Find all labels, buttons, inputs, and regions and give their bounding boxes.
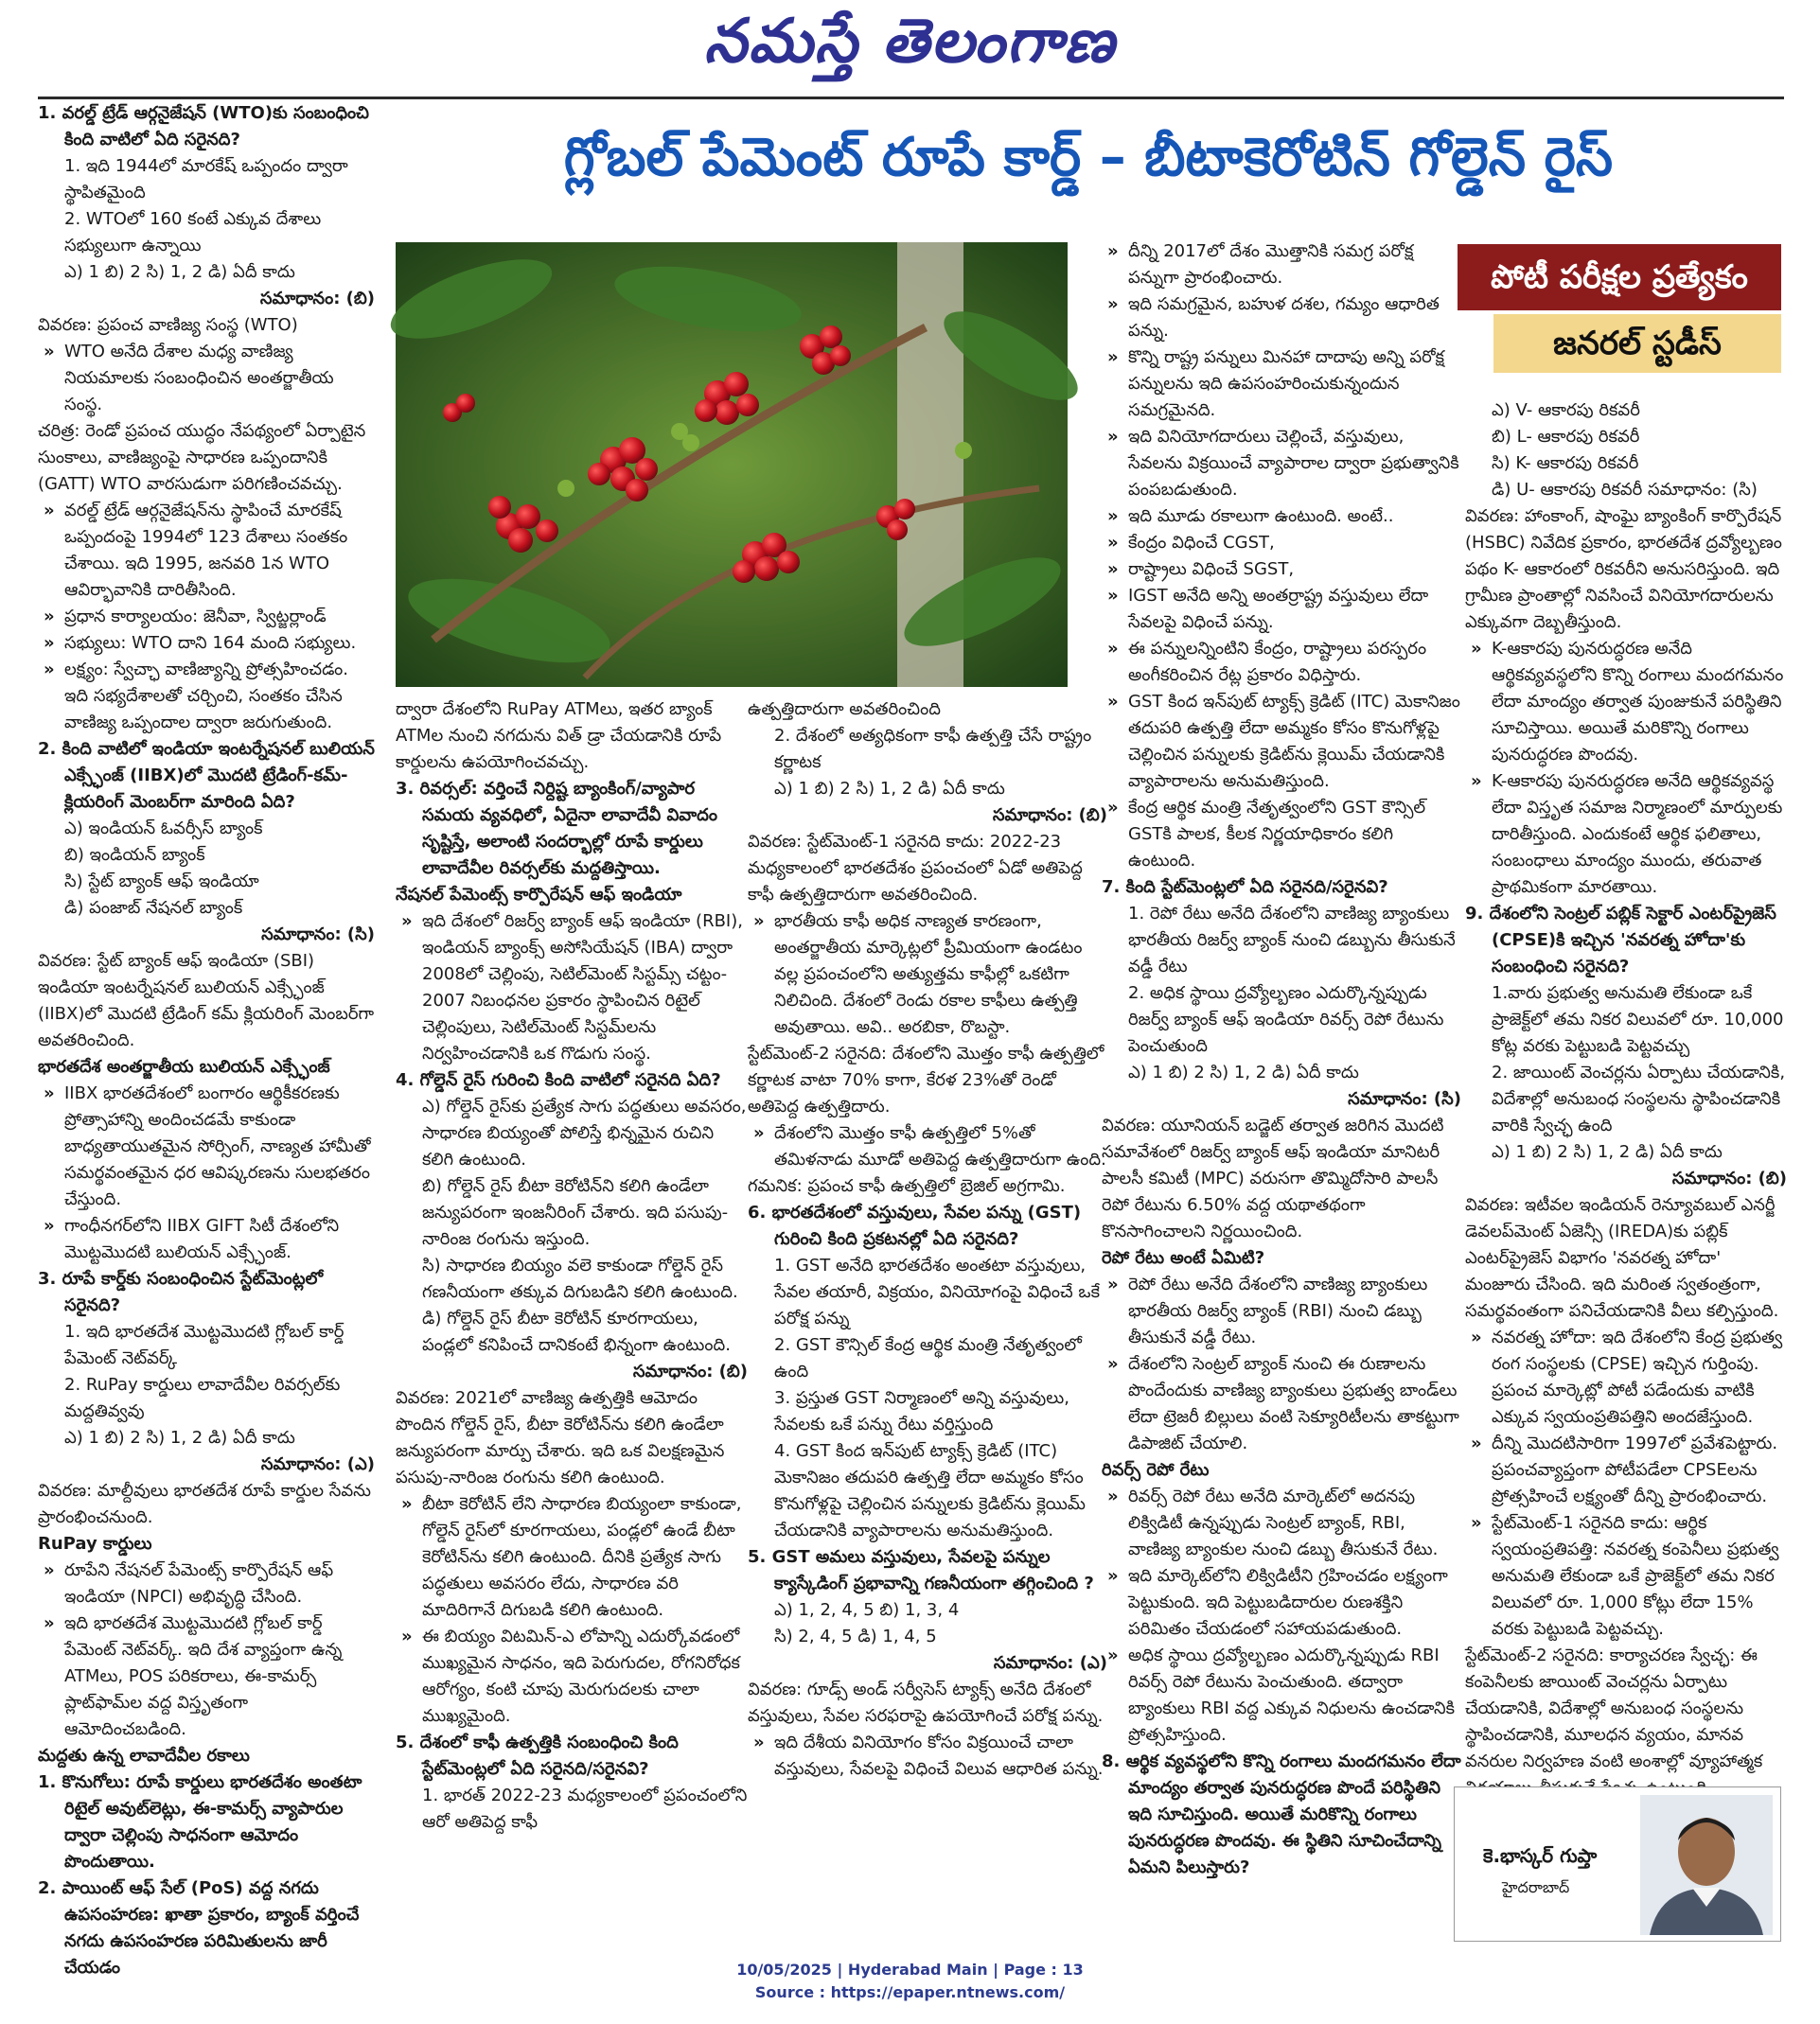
question-text: 8. ఆర్థిక వ్యవస్థలోని కొన్ని రంగాలు మందగమనం లేదా మాంద్యం తర్వాత పునరుద్ధరణ పొందే పరిస్థితిని ఇది సూచిస్తుంది. అయితే మరికొన్ని రంగాలు పునరుద్ధరణ పొందవు. ఈ స్థితిని సూచించేదాన్ని ఏమని పిలుస్తారు? xyxy=(1102,1751,1461,1877)
option-text: 2. దేశంలో అత్యధికంగా కాఫీ ఉత్పత్తి చేసే రాష్ట్రం కర్ణాటక xyxy=(774,726,1092,772)
coffee-berries-photo xyxy=(396,242,1068,687)
option-text: 1. ఇది 1944లో మారకేష్ ఒప్పందం ద్వారా స్థాపితమైంది xyxy=(64,156,348,202)
bullet-text: » ఇది వినియోగదారులు చెల్లించే, వస్తువులు, సేవలను విక్రయించే వ్యాపారాల ద్వారా ప్రభుత్వానికి పంపబడుతుంది. xyxy=(1102,424,1461,503)
headline xyxy=(388,127,1789,218)
paragraph-text: ద్వారా దేశంలోని RuPay ATMలు, ఇతర బ్యాంక్ ATMల నుంచి నగదును విత్ డ్రా చేయడానికి రూపే కార్డులను ఉపయోగించవచ్చు. xyxy=(396,699,722,772)
bullet-text: » ఇది భారతదేశ మొట్టమొదటి గ్లోబల్ కార్డ్ పేమెంట్ నెట్‌వర్క్. ఇది దేశ వ్యాప్తంగా ఉన్న ATMలు, POS పరికరాలు, ఈ-కామర్స్ ప్లాట్‌ఫామ్‌ల వద్ద విస్తృతంగా ఆమోదించబడింది. xyxy=(38,1610,375,1743)
bullet-text: » ఈ పన్నులన్నింటిని కేంద్రం, రాష్ట్రాలు పరస్పరం అంగీకరించిన రేట్ల ప్రకారం విధిస్తారు. xyxy=(1102,636,1461,689)
section-banner xyxy=(1458,244,1781,310)
question-text: 9. దేశంలోని సెంట్రల్ పబ్లిక్ సెక్టార్ ఎంటర్‌ప్రైజెస్ (CPSE)కి ఇచ్చిన 'నవరత్న హోదా'కు సంబంధించి సరైనది? xyxy=(1465,904,1776,977)
option-text: 1. ఇది భారతదేశ మొట్టమొదటి గ్లోబల్ కార్డ్ పేమెంట్ నెట్‌వర్క్ xyxy=(64,1322,345,1368)
bullet-text: » ప్రధాన కార్యాలయం: జెనీవా, స్విట్జర్లాండ్ xyxy=(38,604,375,630)
bullet-text: » ఇది సమగ్రమైన, బహుళ దశల, గమ్యం ఆధారిత పన్ను. xyxy=(1102,291,1461,344)
bullet-text: » IIBX భారతదేశంలో బంగారం ఆర్థికీకరణకు ప్రోత్సాహాన్ని అందించడమే కాకుండా బాధ్యతాయుతమైన సోర్సింగ్, నాణ్యత హామీతో సమర్థవంతమైన ధర ఆవిష్కరణను సులభతరం చేస్తుంది. xyxy=(38,1081,375,1213)
bullet-text: » భారతీయ కాఫీ అధిక నాణ్యత కారణంగా, అంతర్జాతీయ మార్కెట్లలో ప్రీమియంగా ఉండటం వల్ల ప్రపంచంలోని అత్యుత్తమ కాఫీల్లో ఒకటిగా నిలిచింది. దేశంలో రెండు రకాల కాఫీలు ఉత్పత్తి అవుతాయి. అవి.. అరబికా, రొబస్టా. xyxy=(748,908,1107,1041)
bullet-text: » కొన్ని రాష్ట్ర పన్నులు మినహా దాదాపు అన్ని పరోక్ష పన్నులను ఇది ఉపసంహరించుకున్నందున సమగ్రమైనది. xyxy=(1102,344,1461,424)
paragraph-text: ఉత్పత్తిదారుగా అవతరించింది xyxy=(748,699,941,719)
paragraph-text: వివరణ: యూనియన్ బడ్జెట్ తర్వాత జరిగిన మొదటి సమావేశంలో రిజర్వ్ బ్యాంక్ ఆఫ్ ఇండియా మానిటరీ పాలసీ కమిటీ (MPC) వరుసగా తొమ్మిదోసారి పాలసీ రెపో రేటును 6.50% వద్ద యథాతథంగా కొనసాగించాలని నిర్ణయించింది. xyxy=(1102,1116,1444,1241)
section-subbanner-title: జనరల్ స్టడీస్ xyxy=(1553,325,1722,362)
option-text: 2. RuPay కార్డులు లావాదేవీల రివర్సల్‌కు మద్దతివ్వవు xyxy=(64,1375,341,1421)
option-text: డి) గోల్డెన్ రైస్ బీటా కెరోటిన్ కూరగాయలు, పండ్లలో కనిపించే దానికంటే భిన్నంగా ఉంటుంది. xyxy=(422,1309,731,1355)
option-text: ఎ) 1, 2, 4, 5 బి) 1, 3, 4 xyxy=(774,1600,960,1620)
question-text: 2. పాయింట్ ఆఫ్ సేల్ (PoS) వద్ద నగదు ఉపసంహరణ: ఖాతా ప్రకారం, బ్యాంక్ వర్తించే నగదు ఉపసంహరణ పరిమితులను జారీ చేయడం xyxy=(38,1878,360,1978)
question-text: 4. గోల్డెన్ రైస్ గురించి కింది వాటిలో సరైనది ఏది? xyxy=(396,1070,721,1090)
bullet-text: » రూపేని నేషనల్ పేమెంట్స్ కార్పొరేషన్ ఆఫ్ ఇండియా (NPCI) అభివృద్ధి చేసింది. xyxy=(38,1558,375,1610)
option-text: 3. ప్రస్తుత GST నిర్మాణంలో అన్ని వస్తువులు, సేవలకు ఒకే పన్ను రేటు వర్తిస్తుంది xyxy=(774,1388,1069,1434)
bullet-text: » ఇది మార్కెట్‌లోని లిక్విడిటీని గ్రహించడం లక్ష్యంగా పెట్టుకుంది. ఇది పెట్టుబడిదారుల రుణశక్తిని పరిమితం చేయడంలో సహాయపడుతుంది. xyxy=(1102,1563,1461,1643)
author-box xyxy=(1454,1786,1781,1942)
bullet-text: » సభ్యులు: WTO దాని 164 మంది సభ్యులు. xyxy=(38,630,375,657)
bullet-text: » లక్ష్యం: స్వేచ్ఛా వాణిజ్యాన్ని ప్రోత్సహించడం. ఇది సభ్యదేశాలతో చర్చించి, సంతకం చేసిన వాణిజ్య ఒప్పందాల ద్వారా జరుగుతుంది. xyxy=(38,657,375,736)
option-text: 2. GST కౌన్సిల్ కేంద్ర ఆర్థిక మంత్రి నేతృత్వంలో ఉంది xyxy=(774,1335,1082,1382)
answer-text: సమాధానం: (ఎ) xyxy=(260,1454,375,1474)
bullet-text: » గాంధీనగర్‌లోని IIBX GIFT సిటీ దేశంలోని మొట్టమొదటి బులియన్ ఎక్స్ఛేంజ్. xyxy=(38,1213,375,1266)
bullet-text: » GST కింద ఇన్‌పుట్ ట్యాక్స్ క్రెడిట్ (ITC) మెకానిజం తదుపరి ఉత్పత్తి లేదా అమ్మకం కోసం కొనుగోళ్లపై చెల్లించిన పన్నులకు క్రెడిట్‌ను క్లెయిమ్ చేయడానికి వ్యాపారాలను అనుమతిస్తుంది. xyxy=(1102,689,1461,795)
option-text: సి) సాధారణ బియ్యం వలె కాకుండా గోల్డెన్ రైస్ గణనీయంగా తక్కువ దిగుబడిని కలిగి ఉంటుంది. xyxy=(422,1256,738,1302)
question-text: 1. వరల్డ్ ట్రేడ్ ఆర్గనైజేషన్ (WTO)కు సంబంధించి కింది వాటిలో ఏది సరైనది? xyxy=(38,103,369,150)
option-text: ఎ) గోల్డెన్ రైస్‌కు ప్రత్యేక సాగు పద్ధతులు అవసరం, సాధారణ బియ్యంతో పోలిస్తే భిన్నమైన రుచిని కలిగి ఉంటుంది. xyxy=(422,1097,747,1170)
answer-text: సమాధానం: (బి) xyxy=(632,1362,748,1382)
answer-text: సమాధానం: (బి) xyxy=(992,805,1107,825)
option-text: సి) 2, 4, 5 డి) 1, 4, 5 xyxy=(774,1627,937,1646)
coffee-berries-illustration xyxy=(396,242,1068,687)
footer-source[interactable]: Source : https://epaper.ntnews.com/ xyxy=(754,1983,1066,2001)
option-text: 2. అధిక స్థాయి ద్రవ్యోల్బణం ఎదుర్కొన్నప్పుడు రిజర్వ్ బ్యాంక్ ఆఫ్ ఇండియా రివర్స్ రెపో రేటును పెంచుతుంది xyxy=(1128,983,1444,1056)
answer-text: సమాధానం: (సి) xyxy=(1348,1089,1461,1109)
paragraph-text: వివరణ: హాంకాంగ్, షాంఘై బ్యాంకింగ్ కార్పొరేషన్ (HSBC) నివేదిక ప్రకారం, భారతదేశ ద్రవ్యోల్బణం పథం K- ఆకారంలో రికవరీని అనుసరిస్తుంది. ఇది గ్రామీణ ప్రాంతాల్లో నివసించే వినియోగదారులను ఎక్కువగా దెబ్బతీస్తుంది. xyxy=(1465,506,1782,632)
option-text: ఎ) 1 బి) 2 సి) 1, 2 డి) ఏదీ కాదు xyxy=(1492,1142,1723,1162)
column-1 xyxy=(38,100,375,1978)
header-rule xyxy=(38,97,1784,99)
subheading-text: RuPay కార్డులు xyxy=(38,1534,152,1554)
bullet-text: » రెపో రేటు అనేది దేశంలోని వాణిజ్య బ్యాంకులు భారతీయ రిజర్వ్ బ్యాంక్ (RBI) నుంచి డబ్బు తీసుకునే వడ్డీ రేటు. xyxy=(1102,1272,1461,1351)
answer-text: సమాధానం: (బి) xyxy=(259,289,375,308)
subheading-text: రెపో రేటు అంటే ఏమిటి? xyxy=(1102,1248,1265,1268)
bullet-text: » K-ఆకారపు పునరుద్ధరణ అనేది ఆర్థికవ్యవస్థ లేదా విస్తృత సమాజ నిర్మాణంలో మార్పులకు దారితీస్తుంది. ఎందుకంటే ఆర్థిక ఫలితాలు, సంబంధాలు మాంద్యం ముందు, తరువాత ప్రాథమికంగా మారతాయి. xyxy=(1465,768,1787,901)
option-text: ఎ) ఇండియన్ ఓవర్సీస్ బ్యాంక్ xyxy=(64,818,263,838)
option-text: 4. GST కింద ఇన్‌పుట్ ట్యాక్స్ క్రెడిట్ (ITC) మెకానిజం తదుపరి ఉత్పత్తి లేదా అమ్మకం కోసం కొనుగోళ్లపై చెల్లించిన పన్నులకు క్రెడిట్‌ను క్లెయిమ్ చేయడానికి వ్యాపారాలను అనుమతిస్తుంది. xyxy=(774,1441,1086,1540)
option-text: డి) పంజాబ్ నేషనల్ బ్యాంక్ xyxy=(64,898,243,918)
option-text: బి) ఇండియన్ బ్యాంక్ xyxy=(64,845,205,865)
option-text: ఎ) 1 బి) 2 సి) 1, 2 డి) ఏదీ కాదు xyxy=(64,262,295,282)
bullet-text: » కేంద్రం విధించే CGST, xyxy=(1102,530,1461,556)
paragraph-text: వివరణ: స్టేట్ బ్యాంక్ ఆఫ్ ఇండియా (SBI) ఇండియా ఇంటర్నేషనల్ బులియన్ ఎక్స్ఛేంజ్ (IIBX)లో మొదటి ట్రేడింగ్ కమ్ క్లియరింగ్ మెంబర్‌గా అవతరించింది. xyxy=(38,951,375,1050)
option-text: సి) K- ఆకారపు రికవరీ xyxy=(1492,453,1639,473)
option-text: ఎ) 1 బి) 2 సి) 1, 2 డి) ఏదీ కాదు xyxy=(1128,1063,1359,1082)
author-city: హైదరాబాద్ xyxy=(1502,1878,1570,1896)
question-text: 1. కొనుగోలు: రూపే కార్డులు భారతదేశం అంతటా రిటైల్ అవుట్‌లెట్లు, ఈ-కామర్స్ వ్యాపారుల ద్వారా చెల్లింపు సాధనంగా ఆమోదం పొందుతాయి. xyxy=(38,1772,362,1872)
option-text: 1. భారత్ 2022-23 మధ్యకాలంలో ప్రపంచంలోని ఆరో అతిపెద్ద కాఫీ xyxy=(422,1786,748,1832)
column-3 xyxy=(748,696,1107,1949)
option-text: డి) U- ఆకారపు రికవరీ సమాధానం: (సి) xyxy=(1492,480,1758,500)
option-text: బి) L- ఆకారపు రికవరీ xyxy=(1492,427,1640,447)
option-text: బి) గోల్డెన్ రైస్ బీటా కెరోటిన్‌ని కలిగి ఉండేలా జన్యుపరంగా ఇంజనీరింగ్ చేశారు. ఇది పసుపు-నారింజ రంగును ఇస్తుంది. xyxy=(422,1176,729,1249)
bullet-text: » దీన్ని 2017లో దేశం మొత్తానికి సమగ్ర పరోక్ష పన్నుగా ప్రారంభించారు. xyxy=(1102,238,1461,291)
option-text: ఎ) 1 బి) 2 సి) 1, 2 డి) ఏదీ కాదు xyxy=(64,1428,295,1448)
question-text: 2. కింది వాటిలో ఇండియా ఇంటర్నేషనల్ బులియన్ ఎక్స్ఛేంజ్ (IIBX)లో మొదటి ట్రేడింగ్-కమ్-క్లియరింగ్ మెంబర్‌గా మారింది ఏది? xyxy=(38,739,375,812)
author-photo xyxy=(1640,1795,1773,1935)
bullet-text: » ఇది దేశీయ వినియోగం కోసం విక్రయించే చాలా వస్తువులు, సేవలపై విధించే విలువ ఆధారిత పన్ను. xyxy=(748,1730,1107,1783)
option-text: 1. GST అనేది భారతదేశం అంతటా వస్తువులు, సేవల తయారీ, విక్రయం, వినియోగంపై విధించే ఒకే పరోక్ష పన్ను xyxy=(774,1256,1100,1329)
question-text: 7. కింది స్టేట్‌మెంట్లలో ఏది సరైనది/సరైనవి? xyxy=(1102,877,1388,897)
bullet-text: » రాష్ట్రాలు విధించే SGST, xyxy=(1102,556,1461,583)
answer-text: సమాధానం: (ఎ) xyxy=(993,1653,1107,1673)
paragraph-text: వివరణ: ఇటీవల ఇండియన్ రెన్యూవబుల్ ఎనర్జీ డెవలప్‌మెంట్ ఏజెన్సీ (IREDA)కు పబ్లిక్ ఎంటర్‌ప్రైజెస్ విభాగం 'నవరత్న హోదా' మంజూరు చేసింది. ఇది మరింత స్వతంత్రంగా, సమర్థవంతంగా పనిచేయడానికి వీలు కల్పిస్తుంది. xyxy=(1465,1195,1779,1321)
bullet-text: » WTO అనేది దేశాల మధ్య వాణిజ్య నియమాలకు సంబంధించిన అంతర్జాతీయ సంస్థ. xyxy=(38,339,375,418)
bullet-text: » రివర్స్ రెపో రేటు అనేది మార్కెట్‌లో అదనపు లిక్విడిటీ ఉన్నప్పుడు సెంట్రల్ బ్యాంక్, RBI, వాణిజ్య బ్యాంకుల నుంచి డబ్బు తీసుకునే రేటు. xyxy=(1102,1484,1461,1563)
section-banner-title: పోటీ పరీక్షల ప్రత్యేకం xyxy=(1491,258,1748,296)
question-text: 3. రూపే కార్డ్‌కు సంబంధించిన స్టేట్‌మెంట్లలో సరైనది? xyxy=(38,1269,324,1315)
paragraph-text: వివరణ: ప్రపంచ వాణిజ్య సంస్థ (WTO) xyxy=(38,315,298,335)
bullet-text: » దేశంలోని మొత్తం కాఫీ ఉత్పత్తిలో 5%తో తమిళనాడు మూడో అతిపెద్ద ఉత్పత్తిదారుగా ఉంది. xyxy=(748,1120,1107,1173)
bullet-text: » బీటా కెరోటిన్ లేని సాధారణ బియ్యంలా కాకుండా, గోల్డెన్ రైస్‌లో కూరగాయలు, పండ్లలో ఉండే బీటా కెరోటిన్‌ను కలిగి ఉంటుంది. దీనికి ప్రత్యేక సాగు పద్ధతులు అవసరం లేదు, సాధారణ వరి మాదిరిగానే దిగుబడి కలిగి ఉంటుంది. xyxy=(396,1491,748,1624)
option-text: ఎ) V- ఆకారపు రికవరీ xyxy=(1492,400,1640,420)
author-name: కె.భాస్కర్ గుప్తా xyxy=(1483,1844,1598,1867)
option-text: ఎ) 1 బి) 2 సి) 1, 2 డి) ఏదీ కాదు xyxy=(774,779,1005,799)
answer-text: సమాధానం: (బి) xyxy=(1671,1169,1787,1188)
question-text: 3. రివర్సల్: వర్తించే నిర్దిష్ట బ్యాంకింగ్/వ్యాపార సమయ వ్యవధిలో, ఏదైనా లావాదేవీ వివాదం సృష్టిస్తే, అలాంటి సందర్భాల్లో రూపే కార్డులు లావాదేవీల రివర్సల్‌కు మద్దతిస్తాయి. xyxy=(396,779,717,878)
paragraph-text: స్టేట్‌మెంట్-2 సరైనది: కార్యాచరణ స్వేచ్ఛ: ఈ కంపెనీలకు జాయింట్ వెంచర్లను ఏర్పాటు చేయడానికి, విదేశాల్లో అనుబంధ సంస్థలను స్థాపించడానికి, మూలధన వ్యయం, మానవ వనరుల నిర్వహణ వంటి అంశాల్లో వ్యూహాత్మక xyxy=(1465,1646,1763,1771)
option-text: 1.వారు ప్రభుత్వ అనుమతి లేకుండా ఒకే ప్రాజెక్ట్‌లో తమ నికర విలువలో రూ. 10,000 కోట్ల వరకు పెట్టుబడి పెట్టవచ్చు xyxy=(1492,983,1784,1056)
column-2 xyxy=(396,696,748,1949)
answer-text: సమాధానం: (సి) xyxy=(261,924,375,944)
paragraph-text: వివరణ: స్టేట్‌మెంట్-1 సరైనది కాదు: 2022-23 మధ్యకాలంలో భారతదేశం ప్రపంచంలో ఏడో అతిపెద్ద కాఫీ ఉత్పత్తిదారుగా అవతరించింది. xyxy=(748,832,1083,905)
column-4 xyxy=(1102,238,1461,1949)
subheading-text: నేషనల్ పేమెంట్స్ కార్పొరేషన్ ఆఫ్ ఇండియా xyxy=(396,885,682,905)
bullet-text: » అధిక స్థాయి ద్రవ్యోల్బణం ఎదుర్కొన్నప్పుడు RBI రివర్స్ రెపో రేటును పెంచుతుంది. తద్వారా బ్యాంకులు RBI వద్ద ఎక్కువ నిధులను ఉంచడానికి ప్రోత్సహిస్తుంది. xyxy=(1102,1643,1461,1749)
option-text: 1. రెపో రేటు అనేది దేశంలోని వాణిజ్య బ్యాంకులు భారతీయ రిజర్వ్ బ్యాంక్ నుంచి డబ్బును తీసుకునే వడ్డీ రేటు xyxy=(1128,904,1456,977)
page-footer xyxy=(0,1959,1820,2004)
bullet-text: » ఇది మూడు రకాలుగా ఉంటుంది. అంటే.. xyxy=(1102,503,1461,530)
bullet-text: » స్టేట్‌మెంట్-1 సరైనది కాదు: ఆర్థిక స్వయంప్రతిపత్తి: నవరత్న కంపెనీలు ప్రభుత్వ అనుమతి లేకుండా ఒకే ప్రాజెక్ట్‌లో తమ నికర విలువలో రూ. 1,000 కోట్లు లేదా 15% వరకు పెట్టుబడి పెట్టవచ్చు. xyxy=(1465,1510,1787,1643)
bullet-text: » IGST అనేది అన్ని అంతర్రాష్ట్ర వస్తువులు లేదా సేవలపై విధించే పన్ను. xyxy=(1102,583,1461,636)
paragraph-text: గమనిక: ప్రపంచ కాఫీ ఉత్పత్తిలో బ్రెజిల్ అగ్రగామి. xyxy=(748,1176,1066,1196)
question-text: 6. భారతదేశంలో వస్తువులు, సేవల పన్ను (GST) గురించి కింది ప్రకటనల్లో ఏది సరైనది? xyxy=(748,1203,1082,1249)
column-5 xyxy=(1465,397,1787,1771)
option-text: సి) స్టేట్ బ్యాంక్ ఆఫ్ ఇండియా xyxy=(64,871,259,891)
paragraph-text: చరిత్ర: రెండో ప్రపంచ యుద్ధం నేపథ్యంలో ఏర్పాటైన సుంకాలు, వాణిజ్యంపై సాధారణ ఒప్పందానికి (GATT) WTO వారసుడుగా పరిగణించవచ్చు. xyxy=(38,421,366,494)
author-portrait-icon xyxy=(1640,1795,1773,1935)
subheading-text: మద్దతు ఉన్న లావాదేవీల రకాలు xyxy=(38,1746,250,1766)
bullet-text: » దేశంలోని సెంట్రల్ బ్యాంక్ నుంచి ఈ రుణాలను పొందేందుకు వాణిజ్య బ్యాంకులు ప్రభుత్వ బాండ్‌లు లేదా ట్రెజరీ బిల్లులు వంటి సెక్యూరిటీలను తాకట్టుగా డిపాజిట్ చేయాలి. xyxy=(1102,1351,1461,1457)
subheading-text: రివర్స్ రెపో రేటు xyxy=(1102,1460,1210,1480)
bullet-text: » K-ఆకారపు పునరుద్ధరణ అనేది ఆర్థికవ్యవస్థలోని కొన్ని రంగాలు మందగమనం లేదా మాంద్యం తర్వాత పుంజుకునే పరిస్థితిని సూచిస్తాయి. అయితే మరికొన్ని రంగాలు పునరుద్ధరణ పొందవు. xyxy=(1465,636,1787,768)
subheading-text: భారతదేశ అంతర్జాతీయ బులియన్ ఎక్స్ఛేంజ్ xyxy=(38,1057,330,1077)
question-text: 5. దేశంలో కాఫీ ఉత్పత్తికి సంబంధించి కింది స్టేట్‌మెంట్లలో ఏది సరైనది/సరైనవి? xyxy=(396,1733,679,1779)
section-subbanner xyxy=(1493,314,1781,373)
paragraph-text: స్టేట్‌మెంట్-2 సరైనది: దేశంలోని మొత్తం కాఫీ ఉత్పత్తిలో కర్ణాటక వాటా 70% కాగా, కేరళ 23%తో రెండో అతిపెద్ద ఉత్పత్తిదారు. xyxy=(748,1044,1104,1117)
headline-text: గ్లోబల్ పేమెంట్ రూపే కార్డ్ – బీటాకెరోటిన్ గోల్డెన్ రైస్ xyxy=(563,127,1614,188)
masthead-title: నమస్తే తెలంగాణ xyxy=(703,6,1117,77)
paragraph-text: వివరణ: గూడ్స్ అండ్ సర్వీసెస్ ట్యాక్స్ అనేది దేశంలో వస్తువులు, సేవల సరఫరాపై ఉపయోగించే పరోక్ష పన్ను. xyxy=(748,1680,1104,1726)
bullet-text: » ఇది దేశంలో రిజర్వ్ బ్యాంక్ ఆఫ్ ఇండియా (RBI), ఇండియన్ బ్యాంక్స్ అసోసియేషన్ (IBA) ద్వారా 2008లో చెల్లింపు, సెటిల్‌మెంట్ సిస్టమ్స్ చట్టం- 2007 నిబంధనల ప్రకారం స్థాపించిన రిటైల్ చెల్లింపులు, సెటిల్‌మెంట్ సిస్టమ్‌లను నిర్వహించడానికి ఒక గొడుగు సంస్థ. xyxy=(396,908,748,1067)
bullet-text: » కేంద్ర ఆర్థిక మంత్రి నేతృత్వంలోని GST కౌన్సిల్ GSTకి పాలక, కీలక నిర్ణయాధికారం కలిగి ఉంటుంది. xyxy=(1102,795,1461,874)
option-text: 2. WTOలో 160 కంటే ఎక్కువ దేశాలు సభ్యులుగా ఉన్నాయి xyxy=(64,209,322,255)
paragraph-text: వివరణ: మాల్దీవులు భారతదేశ రూపే కార్డుల సేవను ప్రారంభించనుంది. xyxy=(38,1481,371,1527)
paragraph-text: వివరణ: 2021లో వాణిజ్య ఉత్పత్తికి ఆమోదం పొందిన గోల్డెన్ రైస్, బీటా కెరోటిన్‌ను కలిగి ఉండేలా జన్యుపరంగా మార్పు చేశారు. ఇది ఒక విలక్షణమైన పసుపు-నారింజ రంగును కలిగి ఉంటుంది. xyxy=(396,1388,725,1487)
bullet-text: » నవరత్న హోదా: ఇది దేశంలోని కేంద్ర ప్రభుత్వ రంగ సంస్థలకు (CPSE) ఇచ్చిన గుర్తింపు. ప్రపంచ మార్కెట్లో పోటీ పడేందుకు వాటికి ఎక్కువ స్వయంప్రతిపత్తిని అందజేస్తుంది. xyxy=(1465,1325,1787,1431)
masthead-logo xyxy=(0,6,1820,93)
option-text: 2. జాయింట్ వెంచర్లను ఏర్పాటు చేయడానికి, విదేశాల్లో అనుబంధ సంస్థలను స్థాపించడానికి వారికి స్వేచ్ఛ ఉంది xyxy=(1492,1063,1786,1135)
bullet-text: » వరల్డ్ ట్రేడ్ ఆర్గనైజేషన్‌ను స్థాపించే మారకేష్ ఒప్పందంపై 1994లో 123 దేశాలు సంతకం చేశాయి. ఇది 1995, జనవరి 1న WTO ఆవిర్భావానికి దారితీసింది. xyxy=(38,498,375,604)
footer-edition: 10/05/2025 | Hyderabad Main | Page : 13 xyxy=(736,1961,1084,1979)
bullet-text: » ఈ బియ్యం విటమిన్-ఎ లోపాన్ని ఎదుర్కోవడంలో ముఖ్యమైన సాధనం, ఇది పెరుగుదల, రోగనిరోధక ఆరోగ్యం, కంటి చూపు మెరుగుదలకు చాలా ముఖ్యమైంది. xyxy=(396,1624,748,1730)
question-text: 5. GST అమలు వస్తువులు, సేవలపై పన్నుల క్యాస్కేడింగ్ ప్రభావాన్ని గణనీయంగా తగ్గించింది ? xyxy=(748,1547,1094,1593)
bullet-text: » దీన్ని మొదటిసారిగా 1997లో ప్రవేశపెట్టారు. ప్రపంచవ్యాప్తంగా పోటీపడేలా CPSEలను ప్రోత్సహించే లక్ష్యంతో దీన్ని ప్రారంభించారు. xyxy=(1465,1431,1787,1510)
